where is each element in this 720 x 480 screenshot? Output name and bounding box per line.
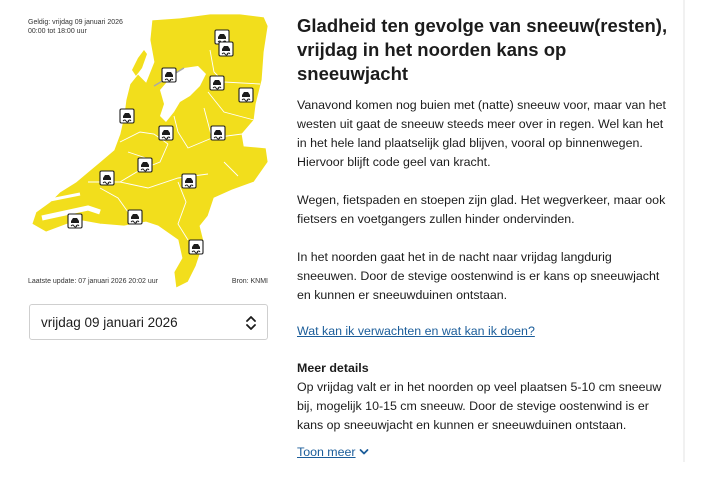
map-valid-date: Geldig: vrijdag 09 januari 2026: [28, 19, 123, 26]
warning-paragraph-2: Wegen, fietspaden en stoepen zijn glad. Het wegverkeer, maar ook fietsers en voetgangers zullen hinder ondervinden.: [297, 193, 666, 226]
warning-title: Gladheid ten gevolge van sneeuw(resten), vrijdag in het noorden kans op sneeuwjacht: [297, 15, 668, 84]
slippery-road-icon: [138, 158, 152, 172]
chevron-down-icon: [359, 448, 369, 456]
expectations-link[interactable]: Wat kan ik verwachten en wat kan ik doen?: [297, 324, 535, 338]
more-details-heading: Meer details: [297, 361, 369, 375]
date-select-value: vrijdag 09 januari 2026: [41, 315, 178, 330]
slippery-road-icon: [100, 171, 114, 185]
more-details-text: Op vrijdag valt er in het noorden op veel plaatsen 5-10 cm sneeuw bij, mogelijk 10-15 cm sneeuw. Door de stevige oostenwind is er kans op sneeuwjacht en kunnen er sneeuwduinen ontstaan.: [297, 380, 662, 432]
content-divider: [683, 0, 685, 462]
slippery-road-icon: [120, 109, 134, 123]
warning-map-panel: [28, 12, 272, 294]
show-more-button[interactable]: [297, 445, 369, 459]
slippery-road-icon: [162, 68, 176, 82]
slippery-road-icon: [211, 126, 225, 140]
map-validity: [28, 18, 123, 36]
slippery-road-icon: [219, 42, 233, 56]
warning-content: [297, 14, 669, 461]
slippery-road-icon: [210, 76, 224, 90]
date-select[interactable]: [29, 304, 268, 340]
map-source: Bron: KNMI: [231, 278, 268, 285]
map-valid-time: 00:00 tot 18:00 uur: [28, 28, 87, 35]
slippery-road-icon: [68, 214, 82, 228]
show-more-label: Toon meer: [297, 445, 356, 459]
slippery-road-icon: [189, 240, 203, 254]
slippery-road-icon: [239, 88, 253, 102]
netherlands-warning-map[interactable]: [28, 12, 272, 294]
warning-paragraph-1: Vanavond komen nog buien met (natte) sneeuw voor, maar van het westen uit gaat de sneeuw steeds meer over in regen. Wel kan het in het hele land plaatselijk glad blijven, vooral op binnenwegen. Hiervoor blijft code geel van kracht.: [297, 98, 666, 169]
warning-paragraph-3: In het noorden gaat het in de nacht naar vrijdag langdurig sneeuwen. Door de stevige oostenwind is er kans op sneeuwjacht en kunnen er sneeuwduinen ontstaan.: [297, 250, 660, 302]
wadden-island-texel: [132, 50, 147, 76]
chevron-up-down-icon: [245, 315, 257, 331]
slippery-road-icon: [128, 210, 142, 224]
slippery-road-icon: [182, 174, 196, 188]
map-last-update: Laatste update: 07 januari 2026 20:02 uur: [28, 278, 158, 285]
slippery-road-icon: [159, 126, 173, 140]
